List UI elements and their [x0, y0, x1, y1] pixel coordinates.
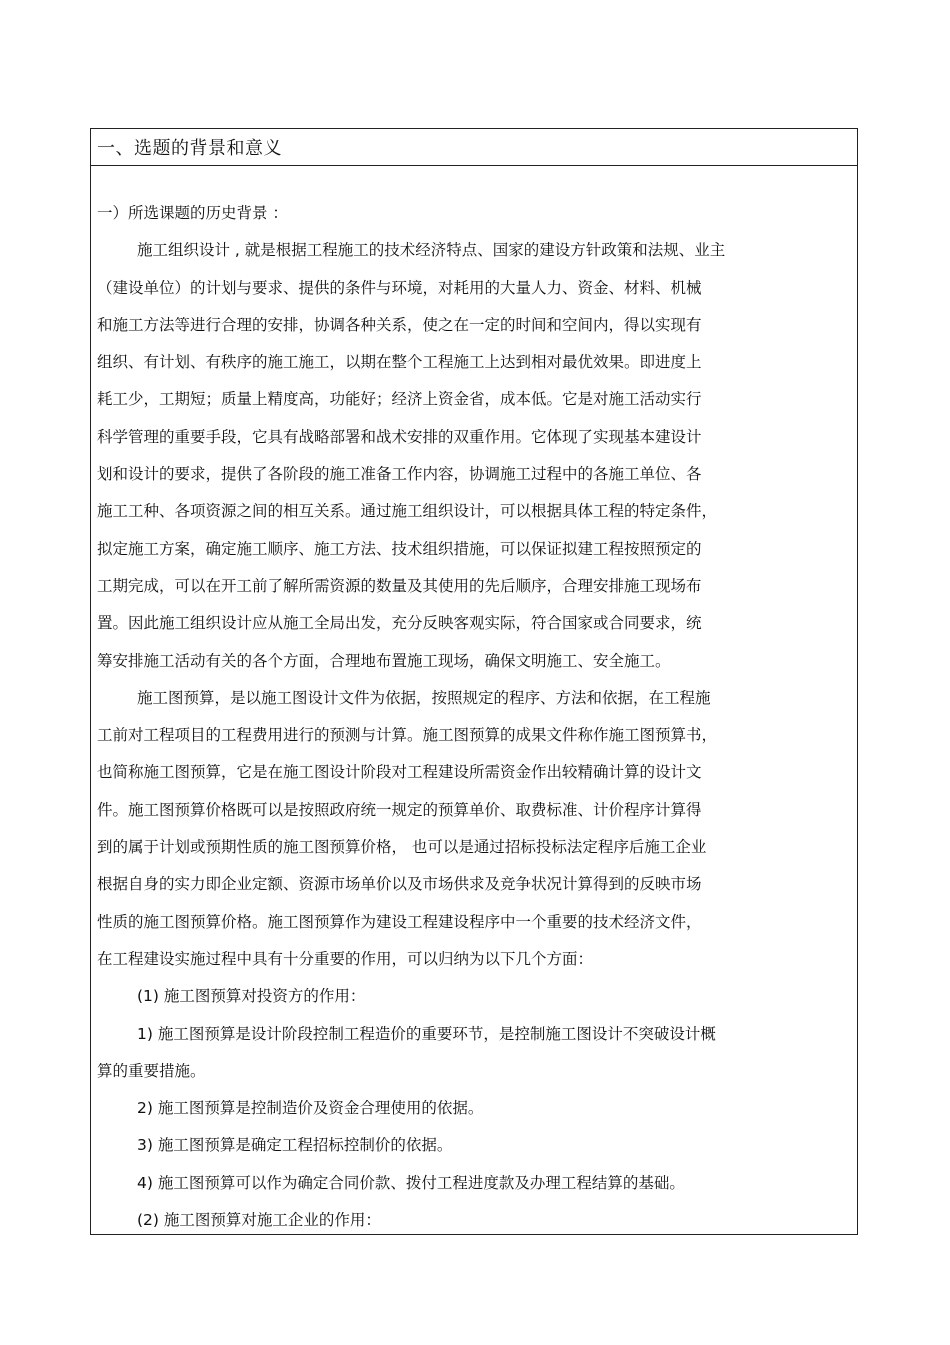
paragraph-line: 划和设计的要求，提供了各阶段的施工准备工作内容，协调施工过程中的各施工单位、各 — [97, 465, 702, 484]
section-title: 一、选题的背景和意义 — [97, 138, 282, 159]
paragraph-line: 到的属于计划或预期性质的施工图预算价格， 也可以是通过招标投标法定程序后施工企业 — [97, 838, 707, 857]
document-frame — [90, 128, 858, 1235]
section-header-row — [91, 129, 857, 166]
paragraph-line: 组织、有计划、有秩序的施工施工，以期在整个工程施工上达到相对最优效果。即进度上 — [97, 353, 702, 372]
paragraph-line: 和施工方法等进行合理的安排，协调各种关系，使之在一定的时间和空间内，得以实现有 — [97, 315, 702, 334]
list-item: 4) 施工图预算可以作为确定合同价款、拨付工程进度款及办理工程结算的基础。 — [137, 1173, 685, 1192]
paragraph-line: 件。施工图预算价格既可以是按照政府统一规定的预算单价、取费标准、计价程序计算得 — [97, 800, 702, 819]
paragraph-line: 施工图预算，是以施工图设计文件为依据，按照规定的程序、方法和依据，在工程施 — [137, 688, 711, 707]
subsection-title: 一）所选课题的历史背景 ： — [97, 204, 288, 222]
list-item: 1) 施工图预算是设计阶段控制工程造价的重要环节，是控制施工图设计不突破设计概 — [137, 1024, 716, 1043]
list-heading-investor: (1) 施工图预算对投资方的作用： — [137, 987, 366, 1006]
paragraph-line: 也简称施工图预算，它是在施工图设计阶段对工程建设所需资金作出较精确计算的设计文 — [97, 763, 702, 782]
paragraph-line: 在工程建设实施过程中具有十分重要的作用，可以归纳为以下几个方面： — [97, 949, 594, 968]
paragraph-line: 科学管理的重要手段，它具有战略部署和战术安排的双重作用。它体现了实现基本建设计 — [97, 427, 702, 446]
paragraph-line: 工前对工程项目的工程费用进行的预测与计算。施工图预算的成果文件称作施工图预算书， — [97, 726, 718, 745]
paragraph-line: 施工组织设计 , 就是根据工程施工的技术经济特点、国家的建设方针政策和法规、业主 — [137, 241, 726, 260]
paragraph-line: 根据自身的实力即企业定额、资源市场单价以及市场供求及竞争状况计算得到的反映市场 — [97, 875, 702, 894]
list-heading-contractor: (2) 施工图预算对施工企业的作用： — [137, 1211, 381, 1230]
list-item: 3) 施工图预算是确定工程招标控制价的依据。 — [137, 1136, 453, 1155]
paragraph-line: 拟定施工方案，确定施工顺序、施工方法、技术组织措施，可以保证拟建工程按照预定的 — [97, 539, 702, 558]
paragraph-line: 筹安排施工活动有关的各个方面，合理地布置施工现场，确保文明施工、安全施工。 — [97, 651, 671, 670]
paragraph-line: 置。因此施工组织设计应从施工全局出发，充分反映客观实际，符合国家或合同要求，统 — [97, 614, 702, 633]
list-item: 2) 施工图预算是控制造价及资金合理使用的依据。 — [137, 1099, 484, 1118]
paragraph-line: 施工工种、各项资源之间的相互关系。通过施工组织设计，可以根据具体工程的特定条件， — [97, 502, 718, 521]
list-item-continuation: 算的重要措施。 — [97, 1061, 206, 1080]
paragraph-line: 性质的施工图预算价格。施工图预算作为建设工程建设程序中一个重要的技术经济文件， — [97, 912, 702, 931]
section-content — [91, 166, 857, 1239]
paragraph-line: （建设单位）的计划与要求、提供的条件与环境，对耗用的大量人力、资金、材料、机械 — [97, 278, 702, 297]
paragraph-line: 耗工少，工期短；质量上精度高，功能好；经济上资金省，成本低。它是对施工活动实行 — [97, 390, 702, 409]
paragraph-line: 工期完成，可以在开工前了解所需资源的数量及其使用的先后顺序，合理安排施工现场布 — [97, 576, 702, 595]
